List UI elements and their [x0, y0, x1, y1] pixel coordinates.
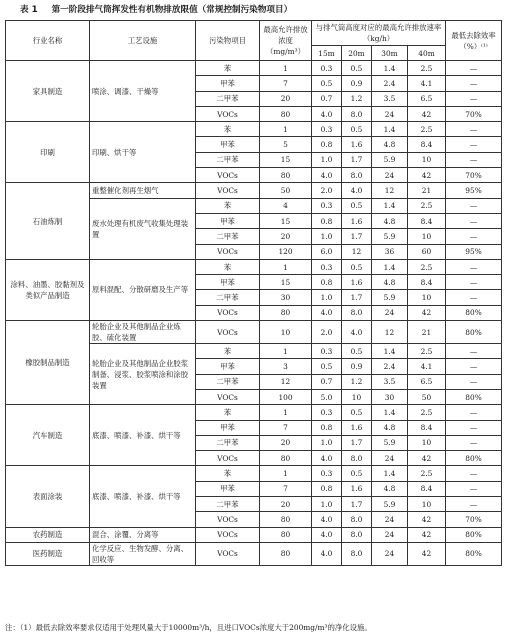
efficiency-cell: —	[446, 275, 502, 290]
rate-40m-cell: 42	[408, 451, 446, 466]
rate-20m-cell: 0.5	[342, 198, 372, 213]
rate-15m-cell: 4.0	[312, 305, 342, 320]
rate-15m-cell: 0.3	[312, 405, 342, 420]
rate-30m-cell: 4.8	[372, 137, 408, 152]
rate-40m-cell: 60	[408, 244, 446, 259]
table-row	[6, 122, 502, 137]
rate-15m-cell: 0.3	[312, 61, 342, 76]
efficiency-cell: —	[446, 213, 502, 228]
concentration-cell: 20	[260, 497, 312, 512]
industry-cell: 表面涂装	[6, 466, 90, 527]
rate-30m-cell: 1.4	[372, 259, 408, 274]
rate-40m-cell: 42	[408, 168, 446, 183]
rate-20m-cell: 0.5	[342, 122, 372, 137]
rate-40m-cell: 8.4	[408, 481, 446, 496]
rate-20m-cell: 1.6	[342, 481, 372, 496]
industry-cell: 印刷	[6, 122, 90, 183]
efficiency-cell: —	[446, 76, 502, 91]
rate-20m-cell: 1.7	[342, 435, 372, 450]
rate-30m-cell: 24	[372, 527, 408, 542]
efficiency-cell: —	[446, 497, 502, 512]
rate-20m-cell: 8.0	[342, 512, 372, 527]
rate-15m-cell: 0.7	[312, 374, 342, 389]
concentration-cell: 30	[260, 290, 312, 305]
concentration-cell: 12	[260, 374, 312, 389]
rate-15m-cell: 1.0	[312, 290, 342, 305]
rate-40m-cell: 10	[408, 229, 446, 244]
rate-20m-cell: 1.6	[342, 275, 372, 290]
industry-cell: 农药制造	[6, 527, 90, 542]
header-efficiency: 最低去除效率（%）⁽¹⁾	[446, 21, 502, 61]
concentration-cell: 4	[260, 198, 312, 213]
rate-15m-cell: 5.0	[312, 389, 342, 404]
header-height: 40m	[408, 46, 446, 61]
rate-15m-cell: 1.0	[312, 229, 342, 244]
rate-40m-cell: 2.5	[408, 198, 446, 213]
efficiency-cell: —	[446, 481, 502, 496]
rate-30m-cell: 5.9	[372, 229, 408, 244]
rate-30m-cell: 4.8	[372, 481, 408, 496]
pollutant-cell: 二甲苯	[196, 497, 260, 512]
pollutant-cell: 苯	[196, 122, 260, 137]
rate-40m-cell: 8.4	[408, 137, 446, 152]
efficiency-cell: 80%	[446, 305, 502, 320]
rate-30m-cell: 1.4	[372, 122, 408, 137]
concentration-cell: 7	[260, 481, 312, 496]
pollutant-cell: 甲苯	[196, 481, 260, 496]
pollutant-cell: 苯	[196, 259, 260, 274]
process-cell: 混合、涂覆、分离等	[90, 527, 196, 542]
pollutant-cell: 二甲苯	[196, 229, 260, 244]
table-footnote: 注：（1）最低去除效率要求仅适用于处理风量大于10000m³/h，且进口VOCs浓度大于200mg/m³的净化设施。	[5, 623, 372, 632]
rate-30m-cell: 1.4	[372, 198, 408, 213]
pollutant-cell: 苯	[196, 466, 260, 481]
pollutant-cell: 甲苯	[196, 76, 260, 91]
rate-30m-cell: 24	[372, 542, 408, 565]
rate-30m-cell: 1.4	[372, 466, 408, 481]
rate-15m-cell: 0.3	[312, 198, 342, 213]
concentration-cell: 20	[260, 229, 312, 244]
concentration-cell: 80	[260, 451, 312, 466]
pollutant-cell: 二甲苯	[196, 374, 260, 389]
process-cell: 印刷、烘干等	[90, 122, 196, 183]
efficiency-cell: 80%	[446, 451, 502, 466]
efficiency-cell: —	[446, 405, 502, 420]
rate-40m-cell: 21	[408, 321, 446, 344]
table-title: 第一阶段排气筒挥发性有机物排放限值（常规控制污染物项目）	[51, 5, 293, 15]
efficiency-cell: —	[446, 91, 502, 106]
rate-20m-cell: 8.0	[342, 451, 372, 466]
rate-15m-cell: 6.0	[312, 244, 342, 259]
rate-40m-cell: 10	[408, 152, 446, 167]
table-row	[6, 259, 502, 274]
rate-30m-cell: 24	[372, 168, 408, 183]
process-cell: 原料混配、分散研磨及生产等	[90, 259, 196, 320]
rate-15m-cell: 0.3	[312, 344, 342, 359]
table-row	[6, 466, 502, 481]
process-cell: 底漆、喷漆、补漆、烘干等	[90, 466, 196, 527]
rate-15m-cell: 0.3	[312, 466, 342, 481]
rate-20m-cell: 8.0	[342, 542, 372, 565]
pollutant-cell: 甲苯	[196, 275, 260, 290]
rate-20m-cell: 4.0	[342, 183, 372, 198]
efficiency-cell: 80%	[446, 321, 502, 344]
rate-30m-cell: 5.9	[372, 152, 408, 167]
rate-20m-cell: 0.5	[342, 466, 372, 481]
rate-30m-cell: 4.8	[372, 275, 408, 290]
rate-15m-cell: 1.0	[312, 152, 342, 167]
rate-15m-cell: 2.0	[312, 321, 342, 344]
pollutant-cell: VOCs	[196, 305, 260, 320]
efficiency-cell: 95%	[446, 244, 502, 259]
rate-30m-cell: 24	[372, 512, 408, 527]
rate-15m-cell: 0.8	[312, 137, 342, 152]
rate-40m-cell: 42	[408, 512, 446, 527]
process-cell: 化学反应、生物发酵、分离、回收等	[90, 542, 196, 565]
rate-40m-cell: 2.5	[408, 61, 446, 76]
table-row	[6, 61, 502, 76]
concentration-cell: 15	[260, 213, 312, 228]
efficiency-cell: —	[446, 435, 502, 450]
rate-15m-cell: 0.5	[312, 76, 342, 91]
rate-15m-cell: 4.0	[312, 527, 342, 542]
rate-20m-cell: 4.0	[342, 321, 372, 344]
rate-15m-cell: 0.8	[312, 420, 342, 435]
industry-cell: 涂料、油墨、胶黏剂及类似产品制造	[6, 259, 90, 320]
process-cell: 重整催化剂再生烟气	[90, 183, 196, 198]
rate-15m-cell: 4.0	[312, 512, 342, 527]
efficiency-cell: —	[446, 259, 502, 274]
concentration-cell: 80	[260, 512, 312, 527]
rate-15m-cell: 0.8	[312, 213, 342, 228]
rate-20m-cell: 0.5	[342, 61, 372, 76]
header-height: 15m	[312, 46, 342, 61]
rate-20m-cell: 1.6	[342, 213, 372, 228]
rate-20m-cell: 1.7	[342, 229, 372, 244]
rate-15m-cell: 4.0	[312, 542, 342, 565]
efficiency-cell: —	[446, 198, 502, 213]
industry-cell: 家具制造	[6, 61, 90, 122]
concentration-cell: 20	[260, 91, 312, 106]
rate-30m-cell: 5.9	[372, 290, 408, 305]
rate-20m-cell: 8.0	[342, 168, 372, 183]
rate-30m-cell: 4.8	[372, 213, 408, 228]
rate-20m-cell: 0.5	[342, 259, 372, 274]
rate-20m-cell: 8.0	[342, 527, 372, 542]
rate-40m-cell: 42	[408, 542, 446, 565]
concentration-cell: 1	[260, 466, 312, 481]
pollutant-cell: 甲苯	[196, 359, 260, 374]
pollutant-cell: 二甲苯	[196, 91, 260, 106]
rate-40m-cell: 4.1	[408, 76, 446, 91]
rate-20m-cell: 0.9	[342, 76, 372, 91]
pollutant-cell: 甲苯	[196, 137, 260, 152]
industry-cell: 汽车制造	[6, 405, 90, 466]
emission-limits-table	[5, 20, 502, 566]
rate-30m-cell: 24	[372, 106, 408, 121]
process-cell: 轮胎企业及其他制品企业炼胶、硫化装置	[90, 321, 196, 344]
industry-cell: 石油炼制	[6, 183, 90, 259]
rate-30m-cell: 30	[372, 389, 408, 404]
industry-cell: 橡胶制品制造	[6, 321, 90, 405]
concentration-cell: 3	[260, 359, 312, 374]
rate-20m-cell: 1.6	[342, 137, 372, 152]
rate-30m-cell: 5.9	[372, 435, 408, 450]
rate-20m-cell: 1.7	[342, 290, 372, 305]
concentration-cell: 80	[260, 106, 312, 121]
pollutant-cell: VOCs	[196, 168, 260, 183]
rate-15m-cell: 1.0	[312, 497, 342, 512]
efficiency-cell: —	[446, 122, 502, 137]
efficiency-cell: —	[446, 420, 502, 435]
concentration-cell: 20	[260, 435, 312, 450]
rate-40m-cell: 6.5	[408, 374, 446, 389]
rate-30m-cell: 3.5	[372, 374, 408, 389]
rate-20m-cell: 1.6	[342, 420, 372, 435]
rate-20m-cell: 1.7	[342, 497, 372, 512]
pollutant-cell: VOCs	[196, 244, 260, 259]
efficiency-cell: —	[446, 61, 502, 76]
efficiency-cell: —	[446, 137, 502, 152]
efficiency-cell: —	[446, 466, 502, 481]
concentration-cell: 15	[260, 152, 312, 167]
concentration-cell: 100	[260, 389, 312, 404]
pollutant-cell: 甲苯	[196, 213, 260, 228]
concentration-cell: 80	[260, 168, 312, 183]
rate-40m-cell: 6.5	[408, 91, 446, 106]
concentration-cell: 120	[260, 244, 312, 259]
pollutant-cell: 甲苯	[196, 420, 260, 435]
concentration-cell: 7	[260, 420, 312, 435]
rate-30m-cell: 2.4	[372, 76, 408, 91]
rate-40m-cell: 2.5	[408, 344, 446, 359]
rate-15m-cell: 4.0	[312, 106, 342, 121]
rate-15m-cell: 2.0	[312, 183, 342, 198]
rate-15m-cell: 0.8	[312, 275, 342, 290]
efficiency-cell: 70%	[446, 106, 502, 121]
pollutant-cell: VOCs	[196, 106, 260, 121]
rate-15m-cell: 4.0	[312, 168, 342, 183]
efficiency-cell: 80%	[446, 527, 502, 542]
header-concentration: 最高允许排放浓度（mg/m³）	[260, 21, 312, 61]
concentration-cell: 80	[260, 542, 312, 565]
rate-30m-cell: 1.4	[372, 344, 408, 359]
rate-20m-cell: 0.9	[342, 359, 372, 374]
rate-40m-cell: 10	[408, 435, 446, 450]
pollutant-cell: 二甲苯	[196, 290, 260, 305]
efficiency-cell: —	[446, 344, 502, 359]
table-row	[6, 527, 502, 542]
concentration-cell: 10	[260, 321, 312, 344]
rate-40m-cell: 2.5	[408, 466, 446, 481]
rate-15m-cell: 0.3	[312, 122, 342, 137]
concentration-cell: 1	[260, 259, 312, 274]
pollutant-cell: 苯	[196, 344, 260, 359]
rate-30m-cell: 36	[372, 244, 408, 259]
header-pollutant: 污染物项目	[196, 21, 260, 61]
rate-15m-cell: 1.0	[312, 435, 342, 450]
header-height: 30m	[372, 46, 408, 61]
efficiency-cell: —	[446, 374, 502, 389]
process-cell: 喷涂、调漆、干燥等	[90, 61, 196, 122]
rate-30m-cell: 2.4	[372, 359, 408, 374]
industry-cell: 医药制造	[6, 542, 90, 565]
rate-20m-cell: 0.5	[342, 405, 372, 420]
rate-20m-cell: 1.2	[342, 374, 372, 389]
rate-30m-cell: 5.9	[372, 497, 408, 512]
rate-40m-cell: 8.4	[408, 275, 446, 290]
rate-30m-cell: 3.5	[372, 91, 408, 106]
pollutant-cell: VOCs	[196, 451, 260, 466]
pollutant-cell: VOCs	[196, 389, 260, 404]
rate-15m-cell: 0.5	[312, 359, 342, 374]
rate-15m-cell: 0.7	[312, 91, 342, 106]
header-row	[6, 21, 502, 46]
rate-40m-cell: 21	[408, 183, 446, 198]
rate-15m-cell: 4.0	[312, 451, 342, 466]
rate-20m-cell: 10	[342, 389, 372, 404]
pollutant-cell: VOCs	[196, 512, 260, 527]
rate-30m-cell: 12	[372, 183, 408, 198]
rate-30m-cell: 12	[372, 321, 408, 344]
rate-20m-cell: 8.0	[342, 106, 372, 121]
rate-30m-cell: 24	[372, 451, 408, 466]
table-row	[6, 405, 502, 420]
table-row	[6, 183, 502, 198]
concentration-cell: 80	[260, 305, 312, 320]
process-cell: 轮胎企业及其他制品企业胶浆制备、浸浆、胶浆喷涂和涂胶装置	[90, 344, 196, 405]
efficiency-cell: 80%	[446, 389, 502, 404]
process-cell: 底漆、喷漆、补漆、烘干等	[90, 405, 196, 466]
pollutant-cell: VOCs	[196, 183, 260, 198]
efficiency-cell: —	[446, 229, 502, 244]
rate-30m-cell: 4.8	[372, 420, 408, 435]
efficiency-cell: —	[446, 152, 502, 167]
pollutant-cell: 苯	[196, 198, 260, 213]
concentration-cell: 50	[260, 183, 312, 198]
rate-40m-cell: 8.4	[408, 420, 446, 435]
efficiency-cell: —	[446, 290, 502, 305]
concentration-cell: 1	[260, 122, 312, 137]
header-industry: 行业名称	[6, 21, 90, 61]
concentration-cell: 80	[260, 527, 312, 542]
table-number: 表 1	[20, 5, 38, 15]
table-row	[6, 542, 502, 565]
rate-20m-cell: 0.5	[342, 344, 372, 359]
rate-30m-cell: 1.4	[372, 405, 408, 420]
rate-20m-cell: 12	[342, 244, 372, 259]
process-cell: 废水处理有机废气收集处理装置	[90, 198, 196, 259]
efficiency-cell: 95%	[446, 183, 502, 198]
rate-15m-cell: 0.8	[312, 481, 342, 496]
rate-40m-cell: 2.5	[408, 259, 446, 274]
rate-40m-cell: 2.5	[408, 405, 446, 420]
rate-30m-cell: 24	[372, 305, 408, 320]
rate-40m-cell: 10	[408, 290, 446, 305]
rate-40m-cell: 4.1	[408, 359, 446, 374]
rate-40m-cell: 50	[408, 389, 446, 404]
concentration-cell: 7	[260, 76, 312, 91]
rate-20m-cell: 1.2	[342, 91, 372, 106]
rate-40m-cell: 8.4	[408, 213, 446, 228]
concentration-cell: 15	[260, 275, 312, 290]
table-caption	[0, 0, 508, 20]
table-row	[6, 321, 502, 344]
rate-15m-cell: 0.3	[312, 259, 342, 274]
header-rate-group: 与排气筒高度对应的最高允许排放速率（kg/h）	[312, 21, 446, 46]
efficiency-cell: 70%	[446, 512, 502, 527]
efficiency-cell: —	[446, 359, 502, 374]
pollutant-cell: 二甲苯	[196, 435, 260, 450]
rate-40m-cell: 2.5	[408, 122, 446, 137]
pollutant-cell: 苯	[196, 405, 260, 420]
concentration-cell: 1	[260, 344, 312, 359]
header-height: 20m	[342, 46, 372, 61]
rate-40m-cell: 42	[408, 527, 446, 542]
pollutant-cell: 二甲苯	[196, 152, 260, 167]
header-process: 工艺设施	[90, 21, 196, 61]
concentration-cell: 5	[260, 137, 312, 152]
concentration-cell: 1	[260, 405, 312, 420]
efficiency-cell: 80%	[446, 542, 502, 565]
pollutant-cell: VOCs	[196, 321, 260, 344]
concentration-cell: 1	[260, 61, 312, 76]
rate-20m-cell: 1.7	[342, 152, 372, 167]
rate-40m-cell: 42	[408, 106, 446, 121]
rate-40m-cell: 10	[408, 497, 446, 512]
pollutant-cell: VOCs	[196, 527, 260, 542]
pollutant-cell: 苯	[196, 61, 260, 76]
pollutant-cell: VOCs	[196, 542, 260, 565]
rate-30m-cell: 1.4	[372, 61, 408, 76]
efficiency-cell: 70%	[446, 168, 502, 183]
rate-40m-cell: 42	[408, 305, 446, 320]
rate-20m-cell: 8.0	[342, 305, 372, 320]
